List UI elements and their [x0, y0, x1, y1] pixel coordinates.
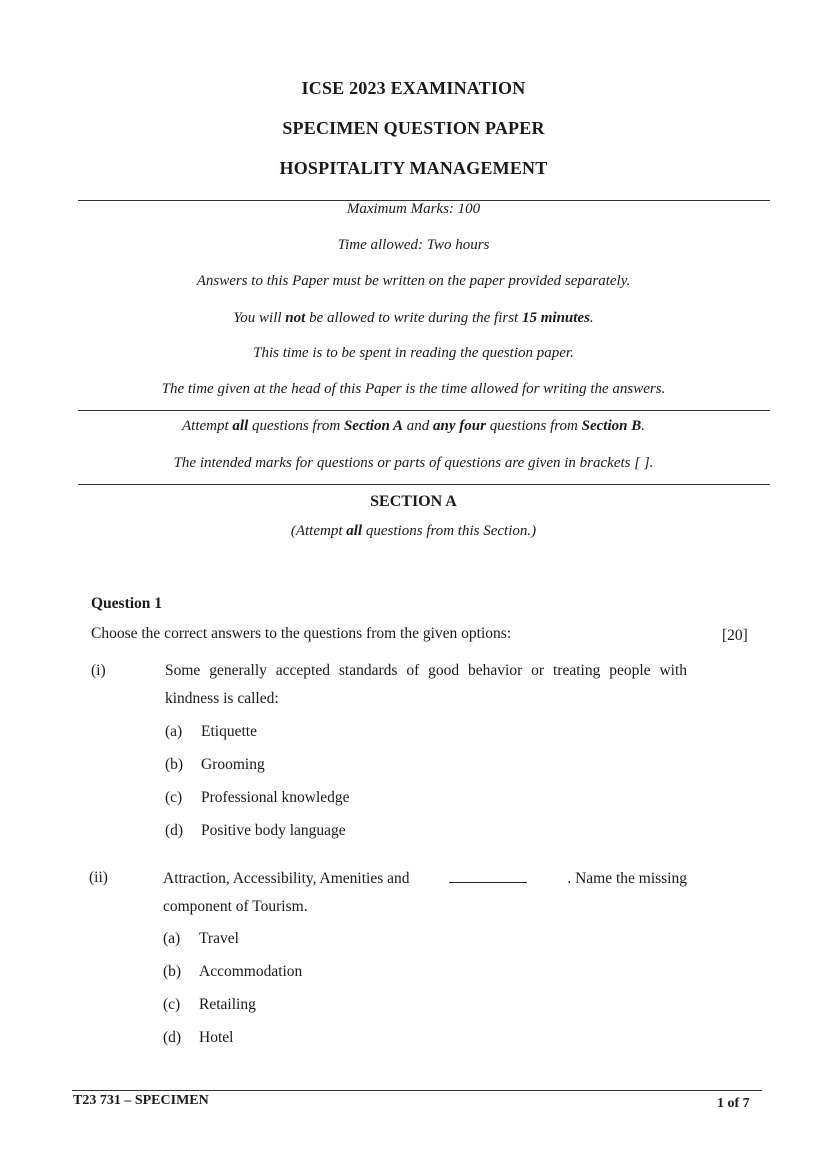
option-label: (d) — [165, 822, 184, 839]
item-text-before-blank: Attraction, Accessibility, Amenities and — [163, 870, 410, 887]
not-allowed-text-1: You will — [233, 310, 286, 326]
attempt-note — [0, 418, 827, 435]
section-instruction-text-1: (Attempt — [290, 523, 347, 539]
time-head-note: The time given at the head of this Paper is the time allowed for writing the answers. — [161, 381, 666, 397]
attempt-text-1: Attempt — [182, 418, 233, 434]
question-marks: [20] — [722, 627, 748, 644]
item-text-line2: component of Tourism. — [163, 898, 308, 915]
attempt-text-2: questions from — [248, 418, 344, 434]
option-text: Retailing — [199, 996, 256, 1013]
item-number: (ii) — [89, 869, 108, 886]
not-allowed-text-3: . — [589, 310, 594, 326]
item-text-after-blank: . Name the missing — [567, 870, 687, 887]
attempt-text-5: . — [641, 418, 645, 434]
item-text-line2: kindness is called: — [165, 690, 279, 707]
reading-time-note: This time is to be spent in reading the question paper. — [253, 345, 574, 361]
option-text: Travel — [199, 930, 239, 947]
paper-type: SPECIMEN QUESTION PAPER — [282, 118, 545, 138]
attempt-bold-1: all — [232, 418, 249, 434]
page-number: 1 of 7 — [717, 1096, 750, 1111]
option-label: (a) — [165, 723, 183, 740]
item-text-line1 — [163, 870, 687, 888]
item-number: (i) — [91, 662, 106, 679]
option-text: Professional knowledge — [201, 789, 350, 806]
attempt-bold-2: Section A — [343, 418, 403, 434]
section-divider — [78, 484, 770, 485]
max-marks: Maximum Marks: 100 — [346, 201, 481, 217]
option-text: Grooming — [201, 756, 265, 773]
section-title: SECTION A — [370, 493, 457, 510]
option-label: (b) — [165, 756, 184, 773]
time-allowed: Time allowed: Two hours — [337, 237, 490, 253]
not-allowed-note — [0, 310, 827, 327]
attempt-text-3: and — [403, 418, 433, 434]
section-instruction — [0, 523, 827, 540]
section-instruction-bold: all — [346, 523, 363, 539]
section-instruction-text-2: questions from this Section.) — [362, 523, 537, 539]
item-text-line1: Some generally accepted standards of good behavior or treating people with — [165, 662, 687, 679]
option-text: Etiquette — [201, 723, 257, 740]
not-allowed-text-2: be allowed to write during the first — [305, 310, 522, 326]
option-text: Positive body language — [201, 822, 346, 839]
middle-divider — [78, 410, 770, 411]
option-text: Accommodation — [199, 963, 303, 980]
option-label: (d) — [163, 1029, 182, 1046]
marks-note: The intended marks for questions or parts of questions are given in brackets [ ]. — [173, 455, 654, 471]
not-allowed-bold-1: not — [285, 310, 306, 326]
attempt-text-4: questions from — [485, 418, 582, 434]
attempt-bold-3: any four — [433, 418, 486, 434]
answers-note: Answers to this Paper must be written on the paper provided separately. — [196, 273, 631, 289]
not-allowed-bold-2: 15 minutes — [521, 310, 590, 326]
option-label: (c) — [163, 996, 181, 1013]
subject-title: HOSPITALITY MANAGEMENT — [279, 158, 548, 178]
question-title: Question 1 — [91, 595, 163, 612]
option-label: (c) — [165, 789, 183, 806]
exam-title: ICSE 2023 EXAMINATION — [301, 78, 526, 98]
option-text: Hotel — [199, 1029, 234, 1046]
option-label: (b) — [163, 963, 182, 980]
option-label: (a) — [163, 930, 181, 947]
footer-divider — [72, 1090, 762, 1091]
question-prompt: Choose the correct answers to the questions from the given options: — [91, 625, 512, 642]
attempt-bold-4: Section B — [581, 418, 642, 434]
paper-code: T23 731 – SPECIMEN — [73, 1093, 209, 1108]
fill-in-blank — [449, 870, 527, 883]
